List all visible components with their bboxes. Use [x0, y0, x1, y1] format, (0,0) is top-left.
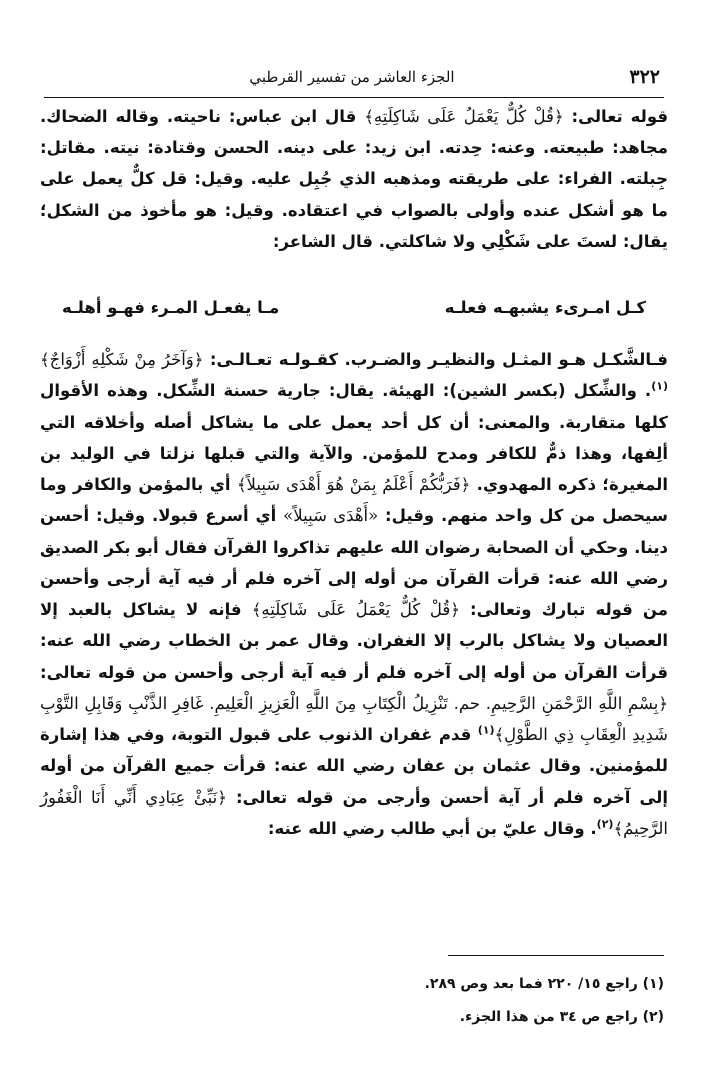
quran-verse: ﴿قُلْ كُلٌّ يَعْمَلُ عَلَى شَاكِلَتِهِ﴾ — [251, 600, 460, 619]
header-rule — [44, 97, 664, 98]
body-section-1 — [40, 101, 668, 257]
poem-second-hemistich: مـا يفعـل المـرء فهـو أهلـه — [62, 298, 280, 317]
paragraph-2-text: فإنه لا يشاكل بالعبد إلا العصيان ولا يشاكل بالرب إلا الغفران. وقال عمر بن الخطاب رضي الله عنه: قرأت القرآن من أوله إلى آخره فلم أر فيه آية أرجى وأحسن من قوله تعالى: — [40, 600, 668, 682]
footnote-marker: (١) — [651, 379, 668, 393]
quran-verse: ﴿بِسْمِ اللَّهِ الرَّحْمَنِ الرَّحِيمِ. حم. تَنْزِيلُ الْكِتَابِ مِنَ اللَّهِ الْعَزِيزِ الْعَلِيمِ. غَافِرِ الذَّنْبِ وَقَابِلِ التَّوْبِ شَدِيدِ الْعِقَابِ ذِي الطَّوْلِ﴾ — [40, 693, 668, 744]
quran-verse: ﴿نَبِّئْ عِبَادِي أَنِّي أَنَا الْغَفُورُ الرَّحِيمُ﴾ — [40, 787, 668, 838]
paragraph-2-lead: فـالشَّكـل هـو المثـل والنظيـر والضـرب. كقـولـه تعـالـى: — [203, 350, 668, 369]
paragraph-2-text: . وقال عليّ بن أبي طالب رضي الله عنه: — [267, 818, 597, 838]
paragraph-2-text: أي أسرع قبولا. وقيل: أحسن دينا. وحكي أن الصحابة رضوان الله عليهم تذاكروا القرآن فقال أبو بكر الصديق رضي الله عنه: قرأت القرآن من أوله إلى آخره فلم أر فيه آية أرجى وأحسن من قوله تبارك وتعالى: — [40, 506, 668, 619]
paragraph-2-text: أي بالمؤمن والكافر وما سيحصل من كل واحد منهم. وقيل: — [40, 475, 668, 526]
footnote-1: (١) راجع ١٥/ ٢٢٠ فما بعد وص ٢٨٩. — [424, 976, 664, 992]
poem-verse — [40, 298, 668, 328]
paragraph-1-text: قال ابن عباس: ناحيته. وقاله الضحاك. مجاهد: طبيعته. وعنه: حِدته. ابن زيد: على دينه. الحسن وقتادة: نيته. مقاتل: جِبلته. الفراء: على طريقته ومذهبه الذي جُبِل عليه. وقيل: قل كلٌّ يعمل على ما هو أشكل عنده وأولى بالصواب في اعتقاده. وقيل: هو مأخوذ من الشكل؛ يقال: لستَ على شَكْلِي ولا شاكلتي. قال الشاعر: — [40, 107, 668, 251]
quran-verse: ﴿قُلْ كُلٌّ يَعْمَلُ عَلَى شَاكِلَتِهِ﴾ — [364, 107, 564, 126]
paragraph-2 — [40, 344, 668, 844]
footnote-rule — [448, 955, 664, 956]
quran-verse: ﴿وَآخَرُ مِنْ شَكْلِهِ أَزْوَاجٌ﴾ — [40, 350, 204, 369]
footnote-marker: (١) — [477, 723, 495, 737]
running-title: الجزء العاشر من تفسير القرطبي — [249, 68, 455, 86]
quran-verse: ﴿فَرَبُّكُمْ أَعْلَمُ بِمَنْ هُوَ أَهْدَى سَبِيلاً﴾ — [236, 475, 471, 494]
paragraph-1-lead: قوله تعالى: — [563, 107, 668, 126]
paragraph-2-text: قدم غفران الذنوب على قبول التوبة، وفي هذا إشارة للمؤمنين. وقال عثمان بن عفان رضي الله عنه: قرأت جميع القرآن من أوله إلى آخره فلم أر آية أحسن وأرجى من قوله تعالى: — [40, 725, 668, 807]
footnote-2: (٢) راجع ص ٣٤ من هذا الجزء. — [459, 1009, 664, 1025]
poem-first-hemistich: كـل امـرىء يشبهـه فعلـه — [444, 298, 646, 317]
body-section-2 — [40, 344, 668, 844]
footnote-marker: (٢) — [596, 817, 614, 831]
quran-quote: «أَهْدَى سَبِيلاً» — [283, 506, 379, 526]
paragraph-2-text: . والشِّكل (بكسر الشين): الهيئة. يقال: جارية حسنة الشِّكل. وهذه الأقوال كلها متقاربة. والمعنى: أن كل أحد يعمل على ما يشاكل أصله وأخلاقه التي ألِفها، وهذا ذمٌّ للكافر ومدح للمؤمن. والآية والتي قبلها نزلتا في الوليد بن المغيرة؛ ذكره المهدوي. — [40, 381, 668, 494]
page-number: ٣٢٢ — [629, 66, 660, 88]
paragraph-1 — [40, 101, 668, 257]
footnotes — [300, 970, 664, 1036]
page-header — [44, 66, 660, 94]
